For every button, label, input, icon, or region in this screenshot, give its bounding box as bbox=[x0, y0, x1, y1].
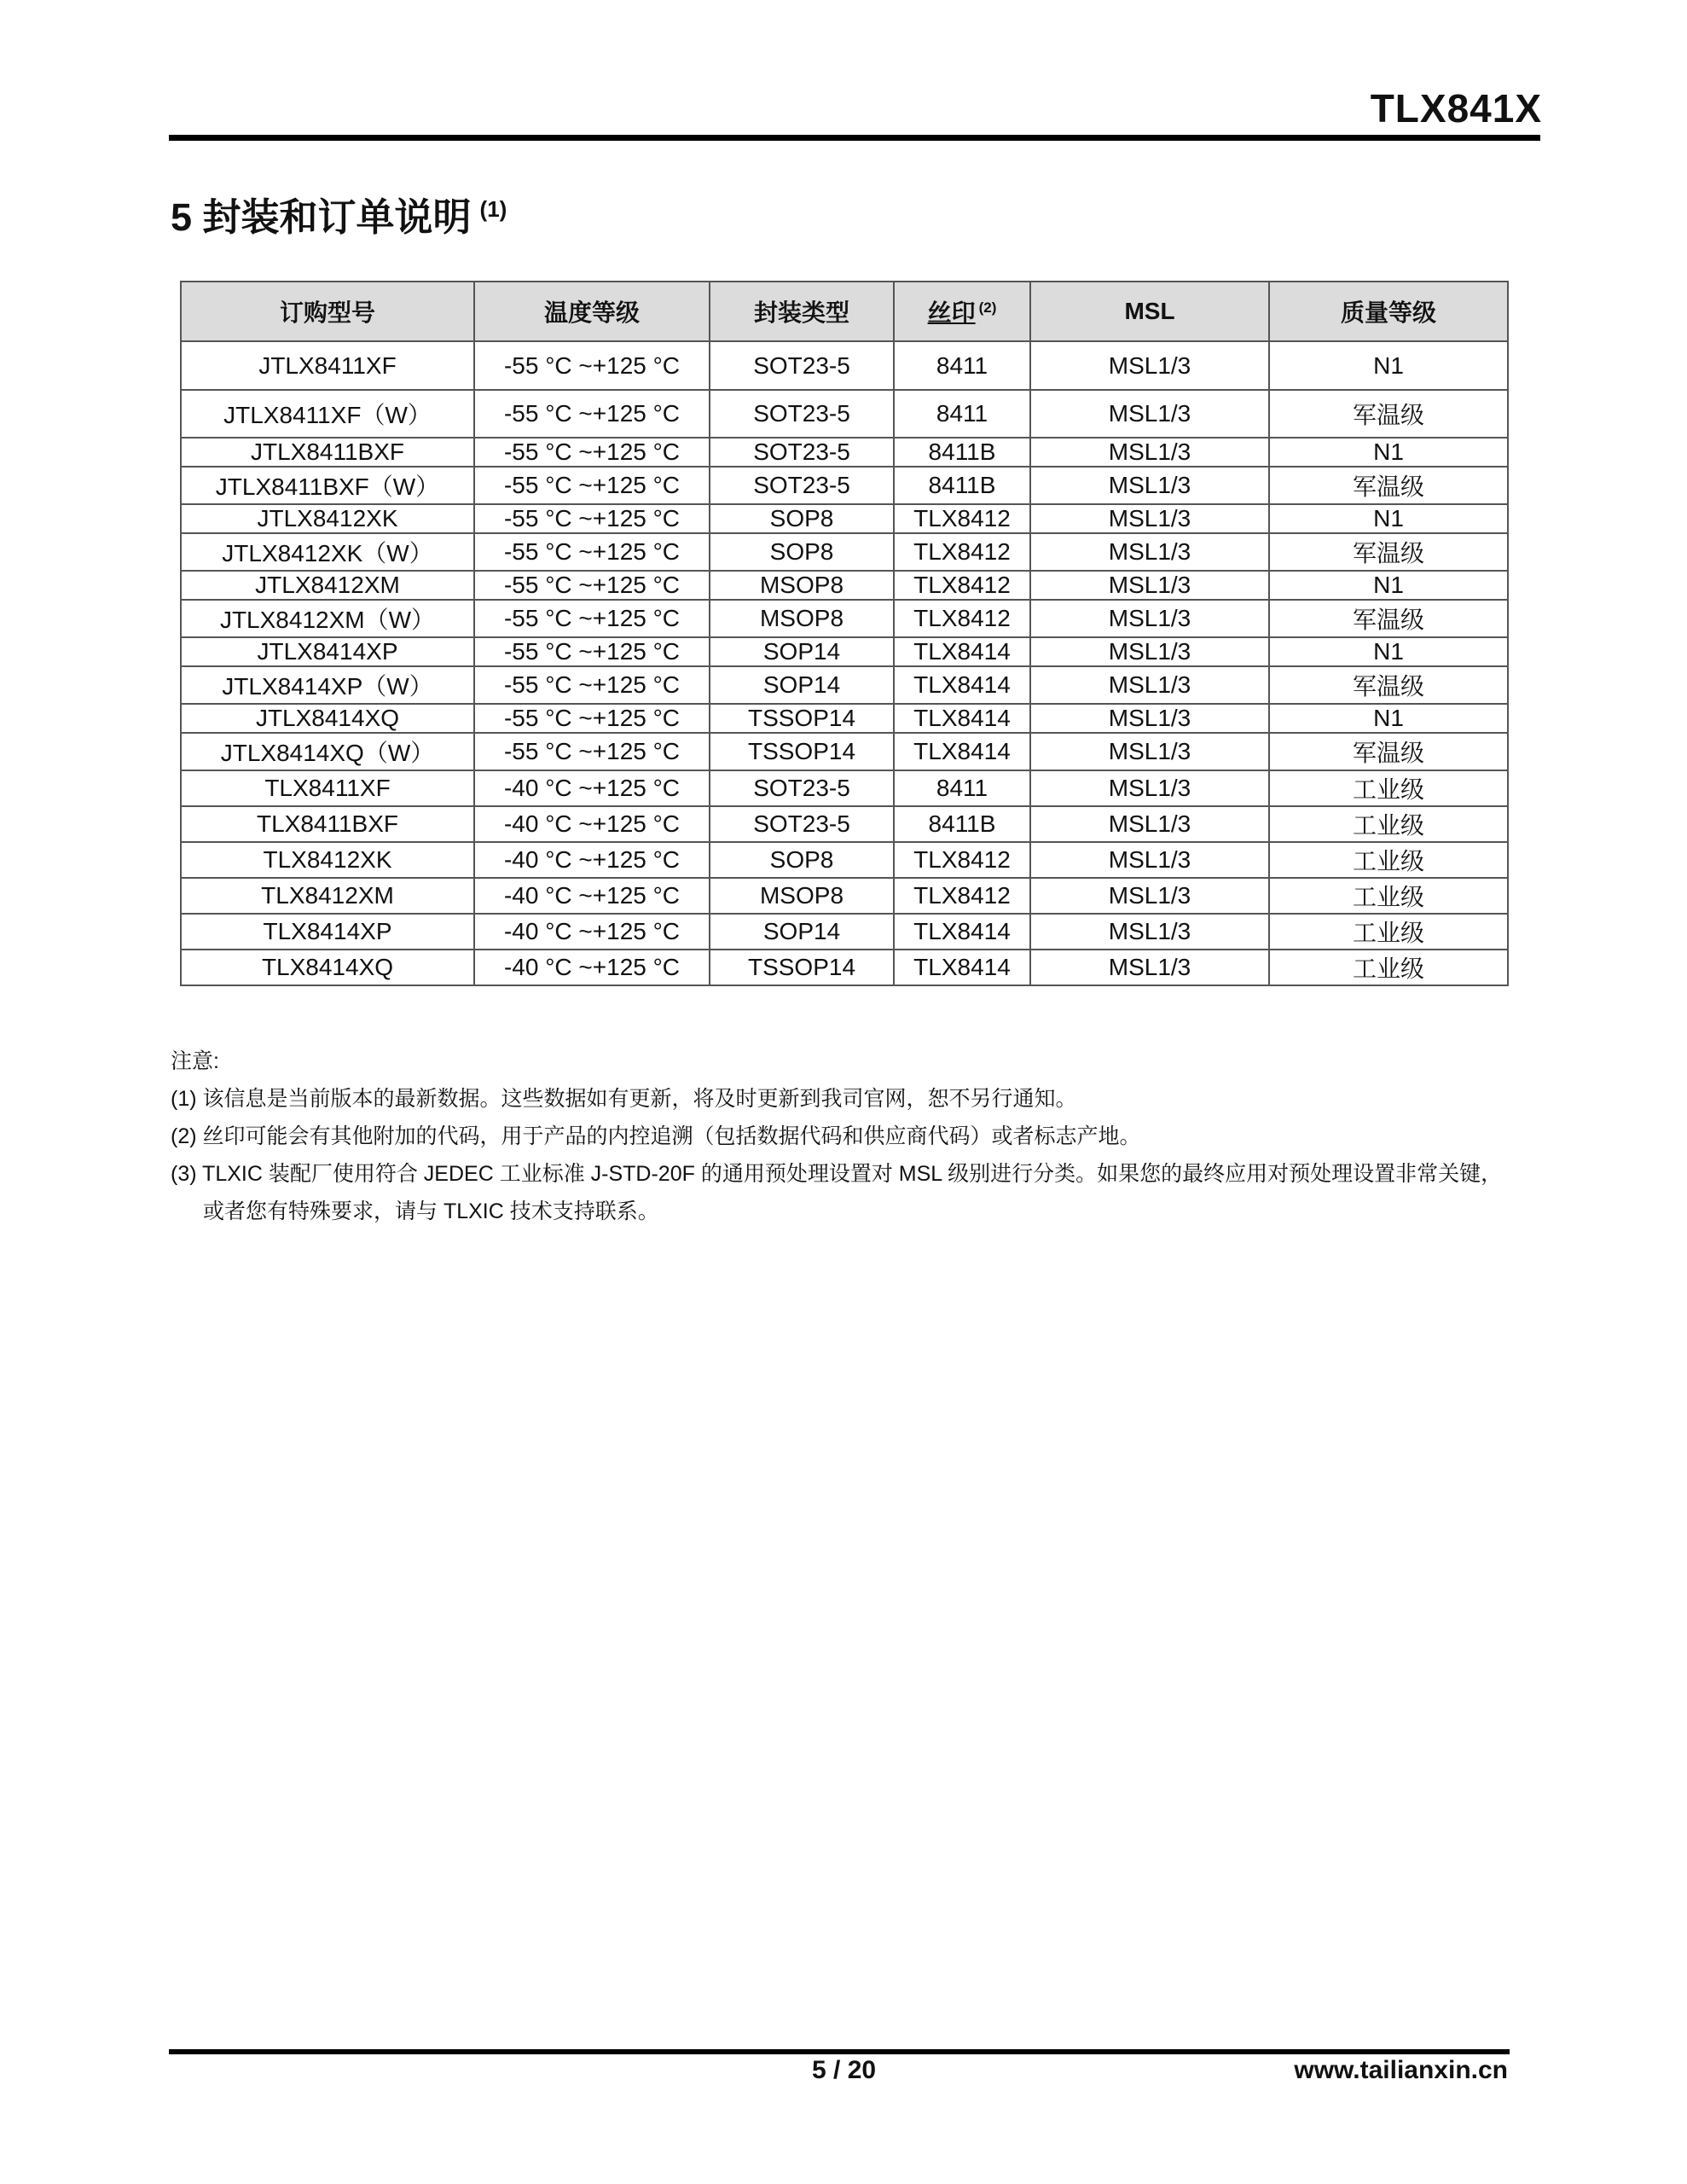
table-cell: MSL1/3 bbox=[1030, 950, 1269, 985]
table-cell: TLX8414 bbox=[894, 733, 1030, 770]
table-cell: MSL1/3 bbox=[1030, 770, 1269, 806]
table-cell: JTLX8414XP（W） bbox=[181, 666, 474, 704]
table-cell: -55 °C ~+125 °C bbox=[474, 390, 710, 438]
table-cell: 军温级 bbox=[1269, 600, 1508, 637]
table-cell: SOP14 bbox=[710, 637, 894, 666]
table-row bbox=[181, 341, 1508, 390]
table-cell: TLX8414 bbox=[894, 950, 1030, 985]
table-cell: N1 bbox=[1269, 704, 1508, 733]
table-cell: -40 °C ~+125 °C bbox=[474, 950, 710, 985]
table-cell: SOP8 bbox=[710, 504, 894, 533]
table-row bbox=[181, 733, 1508, 770]
table-cell: JTLX8414XQ（W） bbox=[181, 733, 474, 770]
table-cell: 8411 bbox=[894, 341, 1030, 390]
table-row bbox=[181, 914, 1508, 950]
table-cell: MSL1/3 bbox=[1030, 341, 1269, 390]
table-cell: MSL1/3 bbox=[1030, 533, 1269, 571]
table-cell: 工业级 bbox=[1269, 878, 1508, 914]
table-cell: -40 °C ~+125 °C bbox=[474, 878, 710, 914]
table-cell: -55 °C ~+125 °C bbox=[474, 504, 710, 533]
table-cell: -55 °C ~+125 °C bbox=[474, 467, 710, 504]
table-cell: JTLX8411XF（W） bbox=[181, 390, 474, 438]
column-header bbox=[181, 282, 474, 341]
table-cell: SOT23-5 bbox=[710, 341, 894, 390]
table-row bbox=[181, 878, 1508, 914]
table-cell: MSL1/3 bbox=[1030, 438, 1269, 467]
table-cell: 8411B bbox=[894, 467, 1030, 504]
table-cell: 军温级 bbox=[1269, 733, 1508, 770]
table-cell: 军温级 bbox=[1269, 533, 1508, 571]
note-2: (2) 丝印可能会有其他附加的代码，用于产品的内控追溯（包括数据代码和供应商代码）或者标志产地。 bbox=[171, 1124, 1141, 1148]
page-number: 5 / 20 bbox=[812, 2056, 877, 2084]
table-cell: SOT23-5 bbox=[710, 467, 894, 504]
table-cell: JTLX8411XF bbox=[181, 341, 474, 390]
table-cell: SOT23-5 bbox=[710, 438, 894, 467]
footer-rule bbox=[169, 2049, 1510, 2054]
table-cell: TLX8411BXF bbox=[181, 806, 474, 842]
table-cell: SOT23-5 bbox=[710, 390, 894, 438]
table-cell: TLX8412XK bbox=[181, 842, 474, 878]
table-cell: 军温级 bbox=[1269, 467, 1508, 504]
table-row bbox=[181, 390, 1508, 438]
table-cell: 军温级 bbox=[1269, 390, 1508, 438]
table-cell: TLX8412 bbox=[894, 878, 1030, 914]
table-cell: TSSOP14 bbox=[710, 733, 894, 770]
table-cell: 工业级 bbox=[1269, 770, 1508, 806]
table-cell: -55 °C ~+125 °C bbox=[474, 704, 710, 733]
table-cell: N1 bbox=[1269, 341, 1508, 390]
table-header-row bbox=[181, 282, 1508, 341]
table-cell: 工业级 bbox=[1269, 842, 1508, 878]
table-cell: TLX8414 bbox=[894, 914, 1030, 950]
section-title bbox=[171, 186, 507, 241]
column-header-label: 封装类型 bbox=[753, 299, 849, 326]
website-link[interactable]: www.tailianxin.cn bbox=[1294, 2056, 1508, 2084]
table-cell: SOP8 bbox=[710, 533, 894, 571]
column-header bbox=[474, 282, 710, 341]
table-row bbox=[181, 438, 1508, 467]
table-cell: MSOP8 bbox=[710, 571, 894, 600]
table-cell: -55 °C ~+125 °C bbox=[474, 637, 710, 666]
table-cell: MSL1/3 bbox=[1030, 600, 1269, 637]
section-footnote-ref: (1) bbox=[479, 196, 507, 222]
table-cell: JTLX8411BXF（W） bbox=[181, 467, 474, 504]
table-cell: JTLX8412XK bbox=[181, 504, 474, 533]
table-row bbox=[181, 666, 1508, 704]
table-cell: JTLX8414XP bbox=[181, 637, 474, 666]
table-cell: TLX8412XM bbox=[181, 878, 474, 914]
table-cell: 8411B bbox=[894, 438, 1030, 467]
table-cell: 工业级 bbox=[1269, 914, 1508, 950]
table-cell: TLX8411XF bbox=[181, 770, 474, 806]
table-cell: TLX8414XP bbox=[181, 914, 474, 950]
table-cell: N1 bbox=[1269, 637, 1508, 666]
table-cell: -55 °C ~+125 °C bbox=[474, 438, 710, 467]
table-cell: N1 bbox=[1269, 504, 1508, 533]
table-cell: 8411 bbox=[894, 390, 1030, 438]
table-cell: MSL1/3 bbox=[1030, 390, 1269, 438]
table-cell: MSL1/3 bbox=[1030, 571, 1269, 600]
table-cell: TLX8412 bbox=[894, 600, 1030, 637]
table-cell: TLX8412 bbox=[894, 842, 1030, 878]
table-row bbox=[181, 467, 1508, 504]
table-cell: MSL1/3 bbox=[1030, 637, 1269, 666]
table-cell: -40 °C ~+125 °C bbox=[474, 806, 710, 842]
table-row bbox=[181, 806, 1508, 842]
column-header bbox=[710, 282, 894, 341]
column-header-label: 质量等级 bbox=[1340, 299, 1436, 326]
column-header-label: 订购型号 bbox=[279, 299, 375, 326]
table-cell: SOP14 bbox=[710, 666, 894, 704]
note-1: (1) 该信息是当前版本的最新数据。这些数据如有更新，将及时更新到我司官网，恕不另行通知。 bbox=[171, 1087, 1077, 1111]
table-row bbox=[181, 504, 1508, 533]
header-rule bbox=[169, 135, 1540, 141]
table-cell: -40 °C ~+125 °C bbox=[474, 842, 710, 878]
table-cell: JTLX8412XM bbox=[181, 571, 474, 600]
table-cell: JTLX8411BXF bbox=[181, 438, 474, 467]
table-cell: MSOP8 bbox=[710, 878, 894, 914]
table-cell: TLX8414 bbox=[894, 704, 1030, 733]
table-cell: 8411 bbox=[894, 770, 1030, 806]
notes-section bbox=[171, 1043, 1535, 1230]
column-header bbox=[1269, 282, 1508, 341]
table-cell: MSL1/3 bbox=[1030, 467, 1269, 504]
column-header-footnote-ref: (2) bbox=[978, 299, 997, 316]
table-cell: N1 bbox=[1269, 571, 1508, 600]
table-cell: JTLX8412XK（W） bbox=[181, 533, 474, 571]
table-cell: -55 °C ~+125 °C bbox=[474, 600, 710, 637]
table-cell: JTLX8414XQ bbox=[181, 704, 474, 733]
notes-heading: 注意: bbox=[171, 1049, 219, 1073]
table-cell: -40 °C ~+125 °C bbox=[474, 770, 710, 806]
table-cell: TLX8412 bbox=[894, 533, 1030, 571]
table-cell: MSL1/3 bbox=[1030, 914, 1269, 950]
note-3: (3) TLXIC 装配厂使用符合 JEDEC 工业标准 J-STD-20F 的通用预处理设置对 MSL 级别进行分类。如果您的最终应用对预处理设置非常关键， bbox=[171, 1162, 1503, 1186]
table-cell: MSL1/3 bbox=[1030, 666, 1269, 704]
table-cell: TLX8414 bbox=[894, 637, 1030, 666]
table-cell: 工业级 bbox=[1269, 950, 1508, 985]
table-cell: TLX8414 bbox=[894, 666, 1030, 704]
table-cell: -40 °C ~+125 °C bbox=[474, 914, 710, 950]
table-cell: N1 bbox=[1269, 438, 1508, 467]
table-row bbox=[181, 571, 1508, 600]
table-cell: -55 °C ~+125 °C bbox=[474, 341, 710, 390]
document-header-title: TLX841X bbox=[1370, 86, 1542, 131]
table-cell: TSSOP14 bbox=[710, 704, 894, 733]
table-row bbox=[181, 842, 1508, 878]
table-cell: TLX8412 bbox=[894, 571, 1030, 600]
table-cell: -55 °C ~+125 °C bbox=[474, 571, 710, 600]
table-cell: JTLX8412XM（W） bbox=[181, 600, 474, 637]
table-row bbox=[181, 533, 1508, 571]
table-row bbox=[181, 950, 1508, 985]
table-cell: TLX8414XQ bbox=[181, 950, 474, 985]
table-cell: SOT23-5 bbox=[710, 806, 894, 842]
section-title-text: 5 封装和订单说明 bbox=[171, 195, 472, 239]
table-cell: SOP8 bbox=[710, 842, 894, 878]
table-cell: MSL1/3 bbox=[1030, 806, 1269, 842]
table-row bbox=[181, 704, 1508, 733]
table-cell: MSL1/3 bbox=[1030, 878, 1269, 914]
table-cell: TLX8412 bbox=[894, 504, 1030, 533]
table-row bbox=[181, 600, 1508, 637]
table-cell: -55 °C ~+125 °C bbox=[474, 733, 710, 770]
column-header bbox=[1030, 282, 1269, 341]
column-header-label: 丝印 bbox=[927, 299, 976, 326]
table-cell: TSSOP14 bbox=[710, 950, 894, 985]
table-cell: MSL1/3 bbox=[1030, 842, 1269, 878]
table-cell: MSL1/3 bbox=[1030, 733, 1269, 770]
table-cell: MSL1/3 bbox=[1030, 704, 1269, 733]
table-cell: MSOP8 bbox=[710, 600, 894, 637]
column-header bbox=[894, 282, 1030, 341]
column-header-label: 温度等级 bbox=[543, 299, 640, 326]
note-3-continuation: 或者您有特殊要求，请与 TLXIC 技术支持联系。 bbox=[203, 1199, 659, 1223]
ordering-table bbox=[180, 281, 1509, 986]
table-row bbox=[181, 770, 1508, 806]
table-cell: 8411B bbox=[894, 806, 1030, 842]
table-row bbox=[181, 637, 1508, 666]
table-cell: SOT23-5 bbox=[710, 770, 894, 806]
table-body bbox=[181, 341, 1508, 985]
table-cell: -55 °C ~+125 °C bbox=[474, 666, 710, 704]
column-header-label: MSL bbox=[1124, 298, 1175, 324]
table-cell: 工业级 bbox=[1269, 806, 1508, 842]
table-cell: -55 °C ~+125 °C bbox=[474, 533, 710, 571]
table-cell: SOP14 bbox=[710, 914, 894, 950]
table-cell: MSL1/3 bbox=[1030, 504, 1269, 533]
table-cell: 军温级 bbox=[1269, 666, 1508, 704]
